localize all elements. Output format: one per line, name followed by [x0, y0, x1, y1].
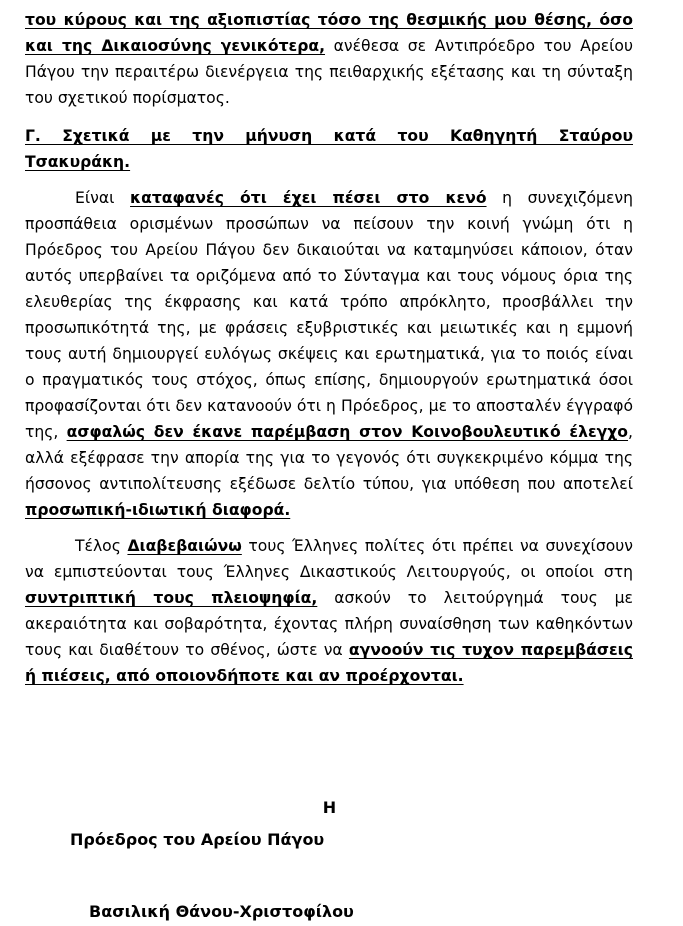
signature-name: Βασιλική Θάνου-Χριστοφίλου — [89, 902, 354, 921]
p2-bold-3: προσωπική-ιδιωτική διαφορά. — [25, 501, 291, 519]
p3-bold-1: Διαβεβαιώνω — [127, 537, 242, 555]
p2-text-3: , αλλά εξέφρασε την απορία της για το γεγονός ότι συγκεκριμένο κόμμα της ήσσονος αντιπολίτευσης εξέδωσε δελτίο τύπου, για υπόθεση που αποτελεί — [25, 423, 633, 493]
p3-text-2: τους Έλληνες πολίτες ότι πρέπει να συνεχίσουν να εμπιστεύονται τους Έλληνες Δικαστικούς Λειτουργούς, οι οποίοι στη — [25, 537, 633, 581]
signature-article: Η — [322, 798, 337, 817]
intro-text: ανέθεσα σε Αντιπρόεδρο του Αρείου Πάγου την περαιτέρω διενέργεια της πειθαρχικής εξέτασης και τη σύνταξη του σχετικού πορίσματος. — [25, 37, 633, 107]
p2-text-1: Είναι — [75, 189, 131, 207]
p3-bold-3: αγνοούν τις τυχον παρεμβάσεις ή πιέσεις, από οποιονδήποτε και αν προέρχονται. — [25, 641, 633, 685]
paragraph-3 — [25, 533, 633, 689]
p2-text-2: η συνεχιζόμενη προσπάθεια ορισμένων προσώπων να πείσουν την κοινή γνώμη ότι η Πρόεδρος του Αρείου Πάγου δεν δικαιούται να καταμηνύσει κάποιον, όταν αυτός υπερβαίνει τα οριζόμενα από το Σύνταγμα και τους νόμους όρια της ελευθερίας της έκφρασης και κατά τρόπο απρόκλητο, προσβάλλει την προσωπικότητά της, με φράσεις εξυβριστικές και μειωτικές και η εμμονή τους αυτή δημιουργεί ευλόγως σκέψεις και ερωτηματικά, για το ποιός είναι ο πραγματικός τους στόχος, όπως επίσης, δημιουργούν ερωτηματικά όσοι προφασίζονται ότι δεν κατανοούν ότι η Πρόεδρος, με το αποσταλέν έγγραφό της, — [25, 189, 633, 441]
document-body — [25, 7, 633, 689]
signature-title: Πρόεδρος του Αρείου Πάγου — [70, 830, 325, 849]
p2-bold-2: ασφαλώς δεν έκανε παρέμβαση στον Κοινοβουλευτικό έλεγχο — [66, 423, 629, 441]
p3-text-1: Τέλος — [75, 537, 128, 555]
p3-text-3: ασκούν το λειτούργημά τους με ακεραιότητα και σοβαρότητα, έχοντας πλήρη συναίσθηση των καθηκόντων τους και διαθέτουν το σθένος, ώστε να — [25, 589, 633, 659]
intro-bold-text: του κύρους και της αξιοπιστίας τόσο της θεσμικής μου θέσης, όσο και της Δικαιοσύνης γενικότερα, — [25, 11, 633, 55]
section-heading: Γ. Σχετικά με την μήνυση κατά του Καθηγητή Σταύρου Τσακυράκη. — [25, 127, 633, 171]
intro-paragraph — [25, 7, 633, 111]
paragraph-2 — [25, 185, 633, 523]
p3-bold-2: συντριπτική τους πλειοψηφία, — [25, 589, 318, 607]
p2-bold-1: καταφανές ότι έχει πέσει στο κενό — [130, 189, 487, 207]
